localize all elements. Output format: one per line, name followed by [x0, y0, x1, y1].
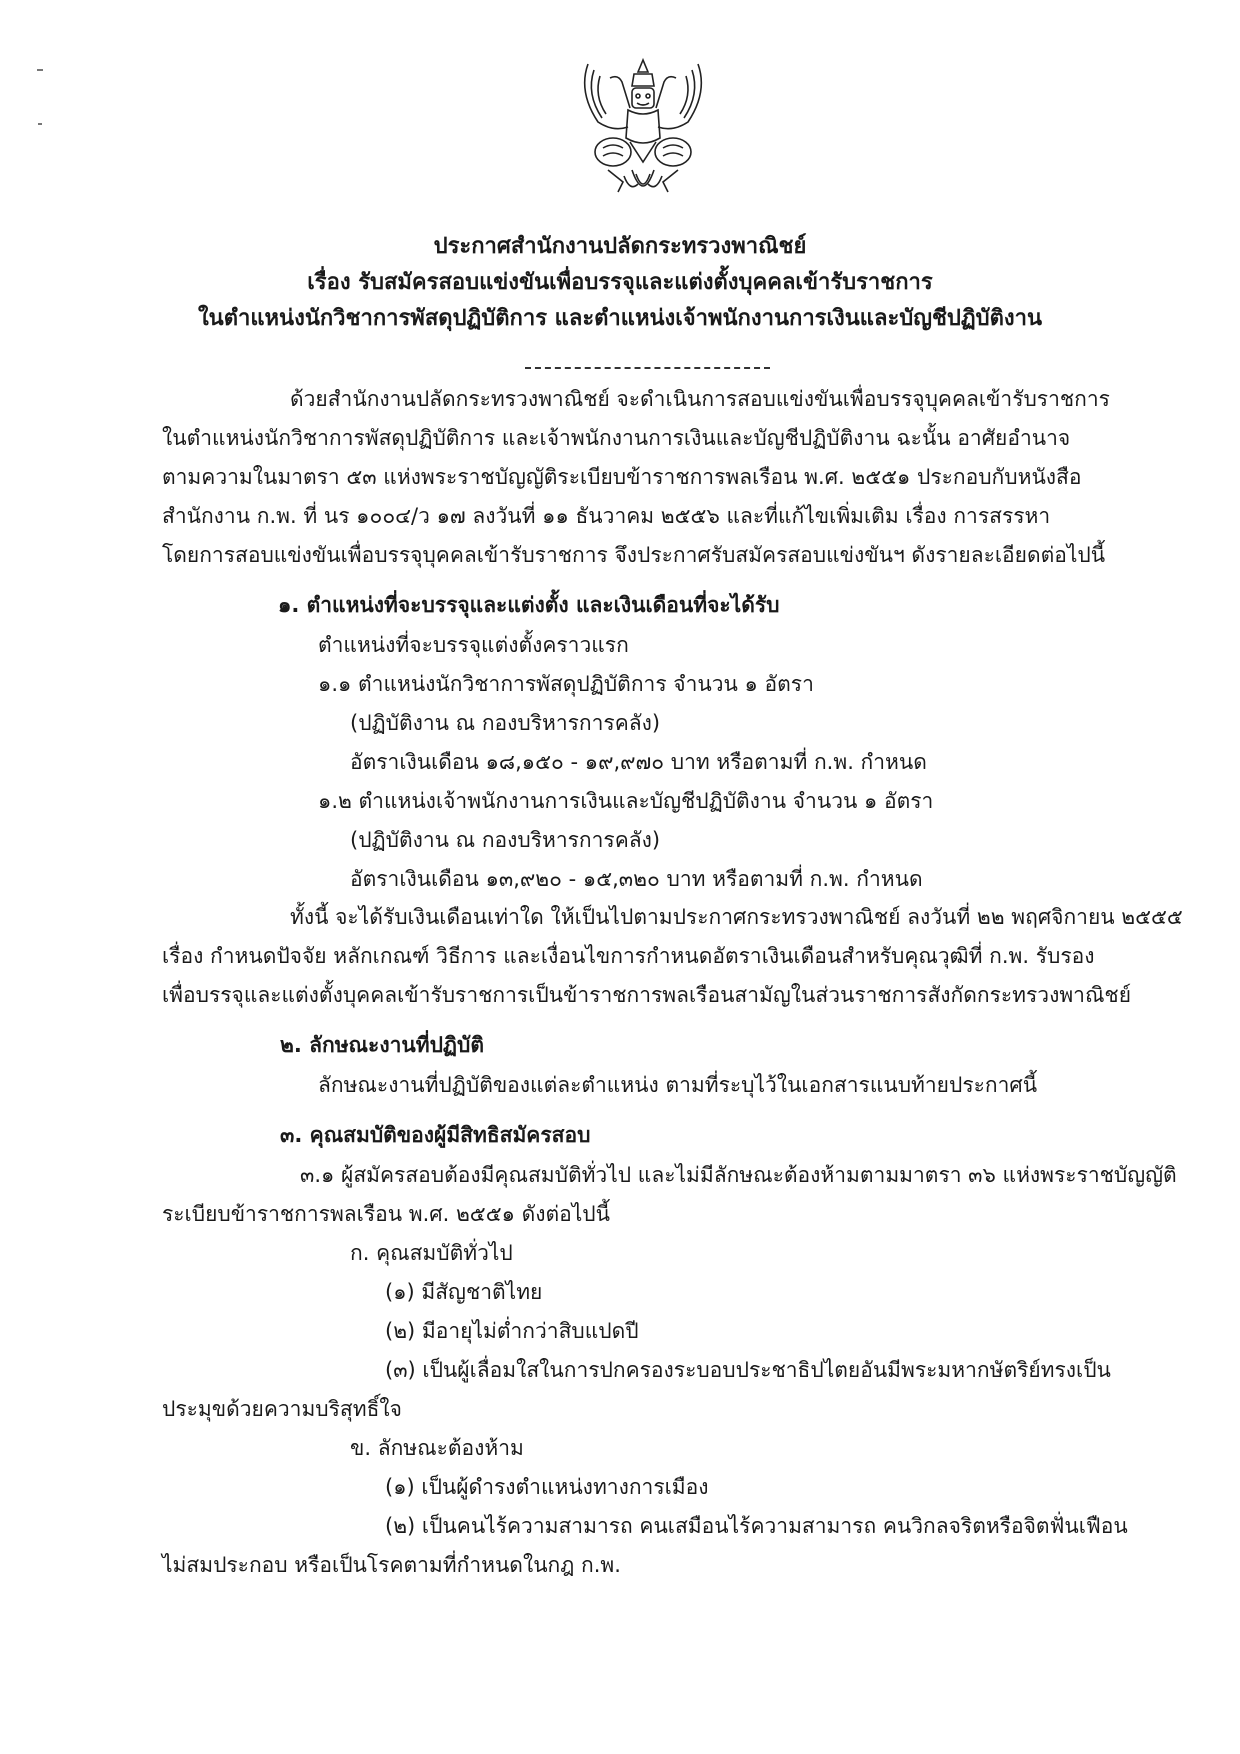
prohibited-item-cont: ไม่สมประกอบ หรือเป็นโรคตามที่กำหนดในกฎ ก.พ.: [162, 1553, 621, 1577]
scan-speck: [37, 69, 43, 71]
section-3-para-line: ๓.๑ ผู้สมัครสอบต้องมีคุณสมบัติทั่วไป และไม่มีลักษณะต้องห้ามตามมาตรา ๓๖ แห่งพระราชบัญญัติ: [300, 1163, 1177, 1187]
position-2-title: ๑.๒ ตำแหน่งเจ้าพนักงานการเงินและบัญชีปฏิบัติงาน จำนวน ๑ อัตรา: [318, 789, 934, 813]
general-qualification-item: (๓) เป็นผู้เลื่อมใสในการปกครองระบอบประชาธิปไตยอันมีพระมหากษัตริย์ทรงเป็น: [385, 1358, 1111, 1382]
position-1-salary: อัตราเงินเดือน ๑๘,๑๕๐ - ๑๙,๙๗๐ บาท หรือตามที่ ก.พ. กำหนด: [350, 750, 927, 774]
section-3-para-line: ระเบียบข้าราชการพลเรือน พ.ศ. ๒๕๕๑ ดังต่อไปนี้: [162, 1202, 610, 1226]
general-qualification-item: (๑) มีสัญชาติไทย: [385, 1280, 543, 1304]
general-qualification-item-cont: ประมุขด้วยความบริสุทธิ์ใจ: [162, 1397, 402, 1421]
garuda-emblem-icon: [568, 52, 718, 202]
intro-line: สำนักงาน ก.พ. ที่ นร ๑๐๐๔/ว ๑๗ ลงวันที่ ๑๑ ธันวาคม ๒๕๕๖ และที่แก้ไขเพิ่มเติม เรื่อง การสรรหา: [162, 504, 1051, 528]
general-qualifications-heading: ก. คุณสมบัติทั่วไป: [350, 1241, 513, 1265]
salary-note-line: ทั้งนี้ จะได้รับเงินเดือนเท่าใด ให้เป็นไปตามประกาศกระทรวงพาณิชย์ ลงวันที่ ๒๒ พฤศจิกายน ๒๕๕๕: [290, 905, 1183, 929]
salary-note-line: เพื่อบรรจุและแต่งตั้งบุคคลเข้ารับราชการเป็นข้าราชการพลเรือนสามัญในส่วนราชการสังกัดกระทรวงพาณิชย์: [162, 983, 1131, 1007]
intro-line: โดยการสอบแข่งขันเพื่อบรรจุบุคคลเข้ารับราชการ จึงประกาศรับสมัครสอบแข่งขันฯ ดังรายละเอียดต่อไปนี้: [162, 543, 1106, 567]
position-2-salary: อัตราเงินเดือน ๑๓,๙๒๐ - ๑๕,๓๒๐ บาท หรือตามที่ ก.พ. กำหนด: [350, 867, 923, 891]
prohibited-item: (๑) เป็นผู้ดำรงตำแหน่งทางการเมือง: [385, 1475, 709, 1499]
scan-speck: [38, 123, 42, 125]
salary-note-line: เรื่อง กำหนดปัจจัย หลักเกณฑ์ วิธีการ และเงื่อนไขการกำหนดอัตราเงินเดือนสำหรับคุณวุฒิที่ ก.พ. รับรอง: [162, 944, 1095, 968]
position-2-location: (ปฏิบัติงาน ณ กองบริหารการคลัง): [350, 828, 661, 852]
intro-line: ในตำแหน่งนักวิชาการพัสดุปฏิบัติการ และเจ้าพนักงานการเงินและบัญชีปฏิบัติงาน ฉะนั้น อาศัยอำนาจ: [162, 426, 1071, 450]
document-subject: เรื่อง รับสมัครสอบแข่งขันเพื่อบรรจุและแต่งตั้งบุคคลเข้ารับราชการ: [307, 270, 933, 295]
section-1-subheading: ตำแหน่งที่จะบรรจุแต่งตั้งคราวแรก: [318, 633, 629, 657]
section-2-heading: ๒. ลักษณะงานที่ปฏิบัติ: [280, 1033, 484, 1057]
prohibited-heading: ข. ลักษณะต้องห้าม: [350, 1436, 524, 1460]
prohibited-item: (๒) เป็นคนไร้ความสามารถ คนเสมือนไร้ความสามารถ คนวิกลจริตหรือจิตฟั่นเฟือน: [385, 1514, 1128, 1538]
document-subject-positions: ในตำแหน่งนักวิชาการพัสดุปฏิบัติการ และตำแหน่งเจ้าพนักงานการเงินและบัญชีปฏิบัติงาน: [197, 306, 1043, 331]
section-1-heading: ๑. ตำแหน่งที่จะบรรจุและแต่งตั้ง และเงินเดือนที่จะได้รับ: [278, 593, 780, 617]
document-title: ประกาศสำนักงานปลัดกระทรวงพาณิชย์: [433, 234, 807, 259]
section-2-body: ลักษณะงานที่ปฏิบัติของแต่ละตำแหน่ง ตามที่ระบุไว้ในเอกสารแนบท้ายประกาศนี้: [318, 1073, 1038, 1097]
section-3-heading: ๓. คุณสมบัติของผู้มีสิทธิสมัครสอบ: [280, 1123, 591, 1147]
position-1-title: ๑.๑ ตำแหน่งนักวิชาการพัสดุปฏิบัติการ จำนวน ๑ อัตรา: [318, 672, 814, 696]
position-1-location: (ปฏิบัติงาน ณ กองบริหารการคลัง): [350, 711, 661, 735]
general-qualification-item: (๒) มีอายุไม่ต่ำกว่าสิบแปดปี: [385, 1319, 639, 1343]
title-separator: [525, 367, 770, 369]
intro-line: ตามความในมาตรา ๕๓ แห่งพระราชบัญญัติระเบียบข้าราชการพลเรือน พ.ศ. ๒๕๕๑ ประกอบกับหนังสือ: [162, 465, 1082, 489]
intro-line: ด้วยสำนักงานปลัดกระทรวงพาณิชย์ จะดำเนินการสอบแข่งขันเพื่อบรรจุบุคคลเข้ารับราชการ: [290, 387, 1110, 411]
